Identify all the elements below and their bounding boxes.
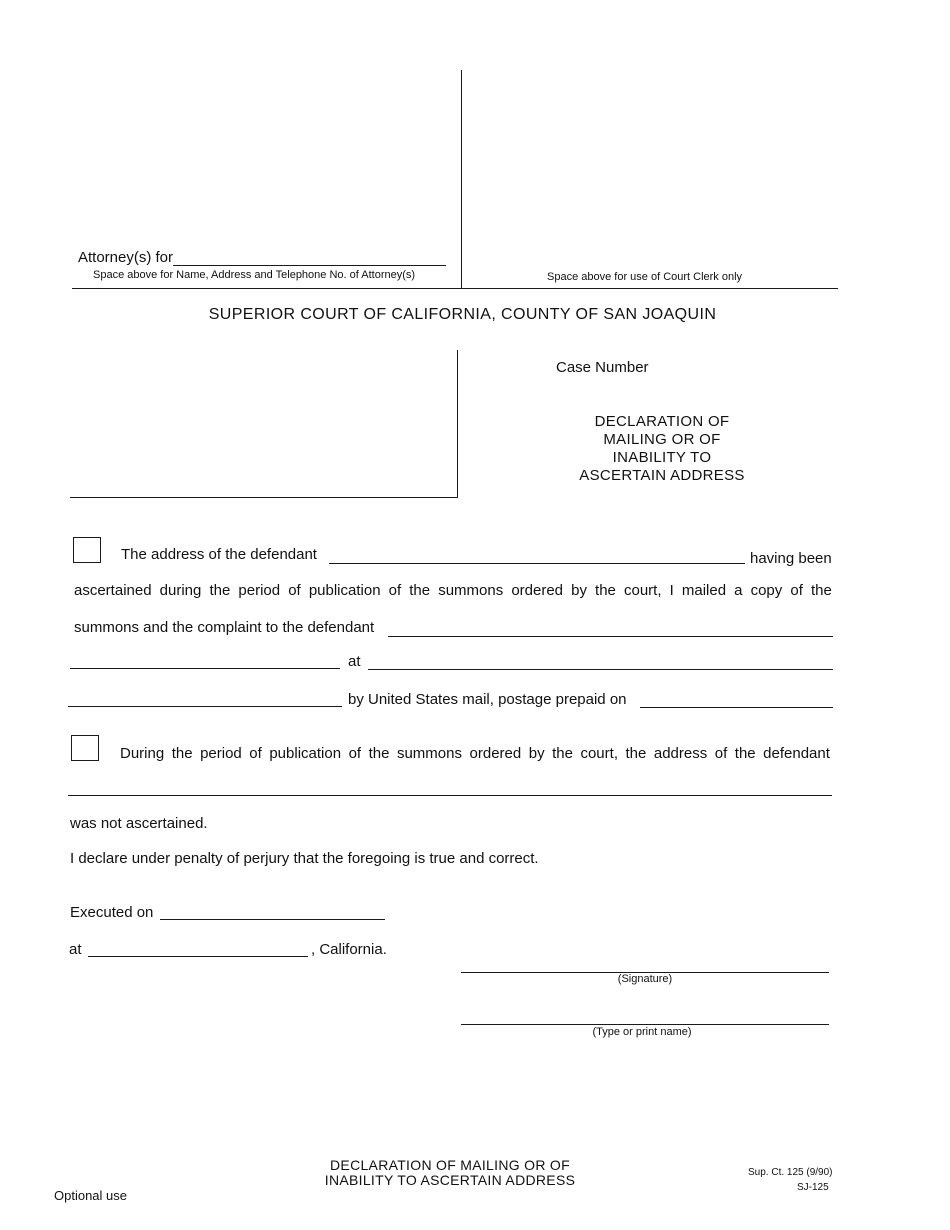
declaration-statement: I declare under penalty of perjury that the foregoing is true and correct. xyxy=(70,850,539,867)
word: of xyxy=(388,582,402,599)
word: the xyxy=(171,745,193,762)
word: the xyxy=(409,582,431,599)
caption-divider xyxy=(457,350,458,498)
word: by xyxy=(571,582,587,599)
mailing-line3: summons and the complaint to the defendant xyxy=(74,619,375,636)
california-label: , California. xyxy=(311,941,387,958)
word: copy xyxy=(750,582,783,599)
document-title-line: INABILITY TO xyxy=(612,449,712,466)
word: the xyxy=(734,745,756,762)
mailed-checkbox[interactable] xyxy=(73,537,101,563)
word: period xyxy=(238,582,281,599)
word: the xyxy=(595,582,616,599)
word: of xyxy=(249,745,262,762)
word: summons xyxy=(396,745,462,762)
document-title-line: DECLARATION OF xyxy=(594,413,730,430)
word: of xyxy=(790,582,803,599)
word: mailed xyxy=(681,582,727,599)
defendant-address-field[interactable] xyxy=(329,563,745,564)
word: court, xyxy=(624,582,662,599)
form-reference: Sup. Ct. 125 (9/90) xyxy=(748,1167,833,1178)
attorney-space-caption: Space above for Name, Address and Telephone No. of Attorney(s) xyxy=(93,269,416,281)
mailing-address-field[interactable] xyxy=(368,669,833,670)
caption-bottom-rule xyxy=(70,497,458,498)
executed-date-field[interactable] xyxy=(160,919,385,920)
word: of xyxy=(288,582,301,599)
mailing-line1-start: The address of the defendant xyxy=(121,546,317,563)
mailing-line2 xyxy=(74,582,832,599)
word: of xyxy=(348,745,362,762)
word: ordered xyxy=(511,582,564,599)
print-name-caption: (Type or print name) xyxy=(592,1026,692,1038)
word: During xyxy=(120,745,165,762)
footer-title-line: INABILITY TO ASCERTAIN ADDRESS xyxy=(324,1172,576,1188)
word: publication xyxy=(308,582,381,599)
not-ascertained-checkbox[interactable] xyxy=(71,735,99,761)
clerk-space-caption: Space above for use of Court Clerk only xyxy=(547,271,743,283)
word: I xyxy=(669,582,674,599)
word: the xyxy=(368,745,390,762)
attorney-for-field[interactable] xyxy=(173,265,446,266)
word: ascertained xyxy=(74,582,152,599)
case-number-label: Case Number xyxy=(556,359,649,376)
word: publication xyxy=(269,745,342,762)
defendant-name-field[interactable] xyxy=(388,636,833,637)
not-ascertained-line1 xyxy=(120,745,830,762)
mailing-line5: by United States mail, postage prepaid on xyxy=(348,691,627,708)
not-ascertained-defendant-field[interactable] xyxy=(68,795,832,796)
executed-on-label: Executed on xyxy=(70,904,154,921)
word: the xyxy=(209,582,231,599)
defendant-name-continued-field[interactable] xyxy=(70,668,340,669)
word: address xyxy=(653,745,708,762)
word: by xyxy=(528,745,545,762)
footer-title xyxy=(300,1158,600,1188)
at-label: at xyxy=(69,941,82,958)
attorney-for-label: Attorney(s) for xyxy=(78,249,174,266)
word: of xyxy=(714,745,728,762)
mailing-date-field[interactable] xyxy=(640,707,833,708)
not-ascertained-line2: was not ascertained. xyxy=(70,815,208,832)
mailing-line1-end: having been xyxy=(750,550,832,567)
word: during xyxy=(159,582,202,599)
word: a xyxy=(734,582,743,599)
mailing-address-continued-field[interactable] xyxy=(68,706,342,707)
word: the xyxy=(552,745,573,762)
word: period xyxy=(200,745,242,762)
document-title xyxy=(552,413,772,485)
footer-title-line: DECLARATION OF MAILING OR OF xyxy=(330,1157,570,1173)
word: ordered xyxy=(469,745,522,762)
signature-caption: (Signature) xyxy=(617,973,673,985)
document-title-line: ASCERTAIN ADDRESS xyxy=(579,467,745,484)
header-bottom-rule xyxy=(72,288,838,289)
document-title-line: MAILING OR OF xyxy=(603,431,721,448)
optional-use-label: Optional use xyxy=(54,1188,127,1203)
mailing-at-label: at xyxy=(348,653,361,670)
word: defendant xyxy=(763,745,830,762)
print-name-field[interactable] xyxy=(461,1024,829,1025)
court-title: SUPERIOR COURT OF CALIFORNIA, COUNTY OF SAN JOAQUIN xyxy=(208,306,717,323)
form-code: SJ-125 xyxy=(797,1182,829,1193)
executed-city-field[interactable] xyxy=(88,956,308,957)
word: court, xyxy=(580,745,618,762)
word: summons xyxy=(438,582,504,599)
word: the xyxy=(625,745,647,762)
header-divider xyxy=(461,70,462,288)
party-caption-area[interactable] xyxy=(72,352,452,492)
word: the xyxy=(810,582,832,599)
